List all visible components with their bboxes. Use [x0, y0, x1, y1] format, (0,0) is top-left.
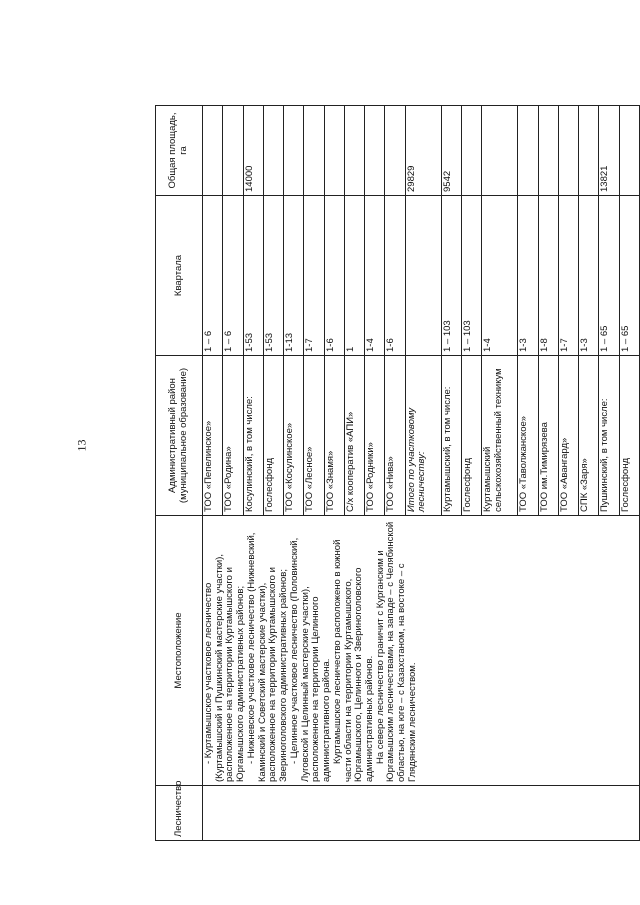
location-paragraph: - Нижневское участковое лесничество (Нижневский, Каминский и Советский мастерские участки), расположенное на территории Куртамышского и Звериноголовского административных районов;	[245, 532, 290, 782]
blocks-cell: 1 – 6	[223, 196, 243, 356]
forestry-name-cell	[203, 786, 640, 841]
blocks-cell: 1-6	[324, 196, 344, 356]
blocks-cell: 1-13	[284, 196, 304, 356]
total-area-cell	[619, 106, 639, 196]
admin-district-cell: ТОО «Таволжанское»	[518, 356, 538, 516]
total-area-cell: 29829	[405, 106, 441, 196]
total-area-cell: 13821	[599, 106, 619, 196]
blocks-cell: 1-7	[304, 196, 324, 356]
blocks-cell: 1 – 103	[462, 196, 482, 356]
blocks-cell: 1-4	[365, 196, 385, 356]
location-cell	[203, 516, 640, 786]
blocks-cell	[405, 196, 441, 356]
blocks-cell: 1-8	[538, 196, 558, 356]
blocks-cell: 1-4	[482, 196, 518, 356]
admin-district-cell: ТОО «Родина»	[223, 356, 243, 516]
admin-district-cell: Гослесфонд	[263, 356, 283, 516]
total-area-cell	[203, 106, 223, 196]
admin-district-cell: ТОО «Родники»	[365, 356, 385, 516]
admin-district-cell: ТОО «Косулинское»	[284, 356, 304, 516]
admin-district-cell: ТОО «Нива»	[385, 356, 405, 516]
admin-district-cell: ТОО «Авангард»	[558, 356, 578, 516]
table-body	[203, 106, 640, 841]
admin-district-cell: С/х кооператив «АПИ»	[344, 356, 364, 516]
blocks-cell: 1 – 6	[203, 196, 223, 356]
blocks-cell: 1-3	[518, 196, 538, 356]
location-paragraph: - Целинное участковое лесничество (Половинский, Луговской и Целинный мастерские участки), расположенное на территории Целинного административного района.	[288, 537, 333, 782]
header-blocks: Квартала	[156, 196, 203, 356]
blocks-cell: 1-7	[558, 196, 578, 356]
admin-district-cell: ТОО «Пепелинское»	[203, 356, 223, 516]
admin-district-cell: Куртамышский, в том числе:	[441, 356, 461, 516]
total-area-cell	[538, 106, 558, 196]
admin-district-cell: Гослесфонд	[462, 356, 482, 516]
admin-district-cell: ТОО им.Тимирязева	[538, 356, 558, 516]
admin-district-cell: Куртамышский сельскохозяйственный техникум	[482, 356, 518, 516]
blocks-cell: 1-6	[385, 196, 405, 356]
blocks-cell: 1 – 65	[619, 196, 639, 356]
total-area-cell	[579, 106, 599, 196]
total-area-cell	[344, 106, 364, 196]
total-area-cell	[284, 106, 304, 196]
header-total-area: Общая площадь, га	[156, 106, 203, 196]
total-area-cell	[385, 106, 405, 196]
total-area-cell	[365, 106, 385, 196]
total-area-cell	[324, 106, 344, 196]
forestry-table	[155, 105, 640, 841]
table-row	[203, 106, 223, 841]
location-paragraph: Куртамышское лесничество расположено в южной части области на территории Куртамышского, Юргамышского, Целинного и Звериноголовского административных районов.	[331, 539, 376, 782]
header-forestry: Лесничество	[156, 786, 203, 841]
header-admin-district: Административный район (муниципальное образование)	[156, 356, 203, 516]
blocks-cell: 1-53	[243, 196, 263, 356]
header-location: Местоположение	[156, 516, 203, 786]
total-area-cell	[223, 106, 243, 196]
admin-district-cell: Пушкинский, в том числе:	[599, 356, 619, 516]
blocks-cell: 1 – 103	[441, 196, 461, 356]
total-area-cell	[304, 106, 324, 196]
admin-district-cell: Итого по участковому лесничеству:	[405, 356, 441, 516]
total-area-cell: 14000	[243, 106, 263, 196]
blocks-cell: 1-3	[579, 196, 599, 356]
table-header-row	[156, 106, 203, 841]
admin-district-cell: Гослесфонд	[619, 356, 639, 516]
blocks-cell: 1 – 65	[599, 196, 619, 356]
blocks-cell: 1	[344, 196, 364, 356]
location-paragraph: - Куртамышское участковое лесничество (Куртамышский и Пушкинский мастерские участки), расположенное на территории Куртамышского и Юргамышского административных районов;	[203, 554, 247, 782]
total-area-cell	[462, 106, 482, 196]
admin-district-cell: ТОО «Лесное»	[304, 356, 324, 516]
blocks-cell: 1-53	[263, 196, 283, 356]
total-area-cell	[518, 106, 538, 196]
total-area-cell	[482, 106, 518, 196]
rotated-table-frame	[155, 106, 640, 841]
admin-district-cell: Косулинский, в том числе:	[243, 356, 263, 516]
admin-district-cell: ТОО «Знамя»	[324, 356, 344, 516]
total-area-cell: 9542	[441, 106, 461, 196]
total-area-cell	[263, 106, 283, 196]
admin-district-cell: СПК «Заря»	[579, 356, 599, 516]
location-paragraph: На севере лесничество граничит с Курганским и Юргамышским лесничествами, на западе – с Челябинской областью, на юге – с Казахстаном, на востоке – с Глядянским лесничеством.	[374, 521, 418, 782]
total-area-cell	[558, 106, 578, 196]
page-number: 13	[74, 439, 89, 452]
